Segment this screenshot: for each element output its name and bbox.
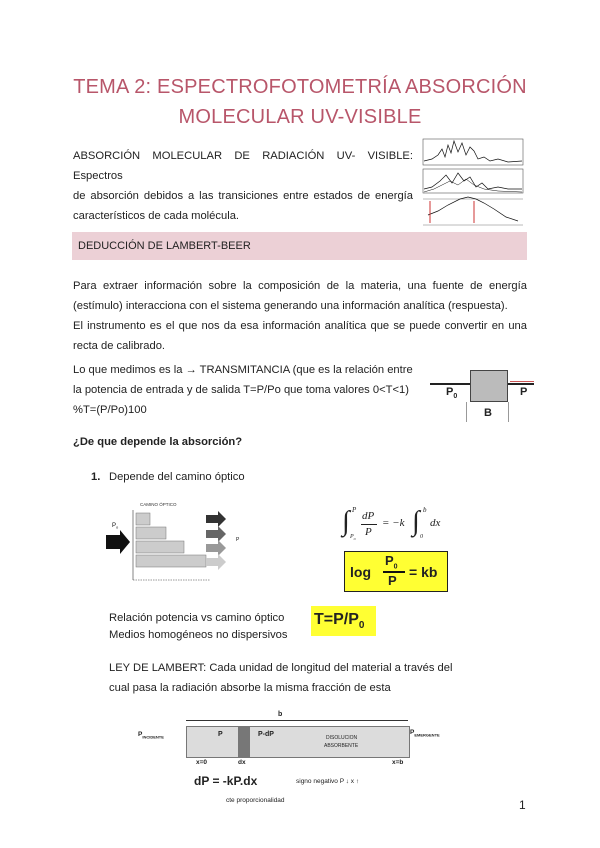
transmitted-beam-line	[508, 383, 534, 385]
transmittance-formula-box	[311, 606, 376, 636]
log-rhs: = kb	[409, 564, 438, 580]
note-line: Medios homogéneos no dispersivos	[109, 629, 288, 641]
fraction-den: P	[365, 526, 372, 538]
list-number: 1.	[91, 471, 101, 483]
arrow-icon	[206, 511, 226, 527]
page-title-line1: TEMA 2: ESPECTROFOTOMETRÍA ABSORCIÓN	[73, 76, 527, 98]
intro-line: ABSORCIÓN MOLECULAR DE RADIACIÓN UV- VISIBLE: Espectros	[73, 150, 413, 182]
incident-arrow-icon	[106, 530, 130, 554]
paragraph-instrument	[73, 276, 527, 356]
x0-label: x=0	[196, 759, 208, 766]
p-label: P	[520, 386, 528, 398]
log-den: P	[388, 573, 397, 588]
sample-cell	[470, 370, 508, 402]
absorbente-label: ABSORBENTE	[324, 743, 359, 749]
constant-note: cte proporcionalidad	[226, 797, 285, 804]
paragraph-line: (estímulo) interacciona con el sistema generando una información analítica (respuesta).	[73, 300, 508, 312]
page-title-line2: MOLECULAR UV-VISIBLE	[178, 106, 422, 128]
paragraph-transmittance	[73, 360, 423, 420]
integral-lower: $P_o$	[350, 534, 356, 542]
figure-header: CAMINO ÓPTICO	[140, 502, 177, 507]
lambert-law	[109, 658, 454, 698]
integral-lower-0: 0	[420, 534, 423, 540]
log-formula-box	[344, 551, 448, 592]
transmittance-figure	[430, 366, 540, 424]
fraction-num: dP	[362, 510, 375, 522]
paragraph-line: Lo que medimos es la → TRANSMITANCIA (que es la relación entre	[73, 364, 413, 376]
intro-line: de absorción debidos a las transiciones entre estados de energía	[73, 190, 413, 202]
dx-label: dx	[238, 759, 246, 766]
paragraph-line: Para extraer información sobre la composición de la materia, una fuente de energía	[73, 280, 527, 292]
transmittance-formula: $T=P/P_0$	[314, 611, 365, 632]
note-line: Relación potencia vs camino óptico	[109, 612, 285, 624]
lambert-line: LEY DE LAMBERT: Cada unidad de longitud del material a través del	[109, 662, 453, 674]
arrow-icon	[206, 526, 226, 542]
b-dimension-line	[186, 720, 408, 721]
integral-upper-b: b	[423, 506, 427, 514]
dx: dx	[430, 517, 441, 529]
paragraph-line: la potencia de entrada y de salida T=P/Po que toma valores 0<T<1)	[73, 384, 409, 396]
xb-label: x=b	[392, 759, 404, 766]
differential-equation: dP = -kP.dx	[194, 774, 258, 788]
intro-paragraph	[73, 146, 413, 226]
arrow-icon	[206, 540, 226, 556]
lambert-line: cual pasa la radiación absorbe la misma fracción de esta	[109, 682, 391, 694]
paragraph-line: El instrumento es el que nos da esa información analítica que se puede convertir en una	[73, 320, 527, 332]
integral-formula	[342, 508, 472, 544]
p-label: P	[236, 537, 240, 543]
optical-path-figure	[106, 500, 246, 586]
disolucion-label: DISOLUCION	[326, 735, 358, 741]
equals-minus-k: = −k	[382, 517, 405, 529]
log-text: log	[350, 564, 371, 580]
dx-slab	[238, 726, 250, 758]
tick-right	[508, 402, 509, 422]
arrow-icon	[206, 554, 226, 570]
p0-label: $P_o$	[112, 523, 119, 530]
log-num: $P_0$	[385, 553, 398, 571]
intro-line: característicos de cada molécula.	[73, 210, 240, 222]
incident-beam-line	[430, 383, 470, 385]
notes	[109, 610, 287, 644]
sign-note: signo negativo P ↓ x ↑	[296, 778, 360, 785]
p-label: P	[218, 731, 223, 738]
b-label: B	[484, 407, 492, 419]
p-dp-label: P-dP	[258, 731, 274, 738]
integral-upper: P	[352, 506, 357, 514]
fraction-bar	[361, 524, 377, 525]
lambert-diagram	[138, 708, 448, 808]
p-emergent-label: $P_{EMERGENTE}$	[410, 729, 440, 738]
paragraph-line: recta de calibrado.	[73, 340, 166, 352]
p-incident-label: $P_{INCIDENTE}$	[138, 731, 164, 740]
list-item-optical-path: Depende del camino óptico	[109, 471, 245, 483]
question-heading: ¿De que depende la absorción?	[73, 436, 243, 448]
paragraph-line: %T=(P/Po)100	[73, 404, 147, 416]
integral-sign: ∫	[342, 506, 350, 537]
section-header-label: DEDUCCIÓN DE LAMBERT-BEER	[78, 240, 251, 252]
page-number: 1	[519, 798, 526, 812]
b-label: b	[278, 711, 283, 718]
p0-label: $P_0$	[446, 386, 458, 401]
tick-left	[466, 402, 467, 422]
section-header	[72, 232, 527, 260]
integral-sign-2: ∫	[412, 506, 420, 537]
absorption-spectrum-figure	[418, 137, 526, 229]
transmitted-beam-accent	[510, 381, 534, 382]
